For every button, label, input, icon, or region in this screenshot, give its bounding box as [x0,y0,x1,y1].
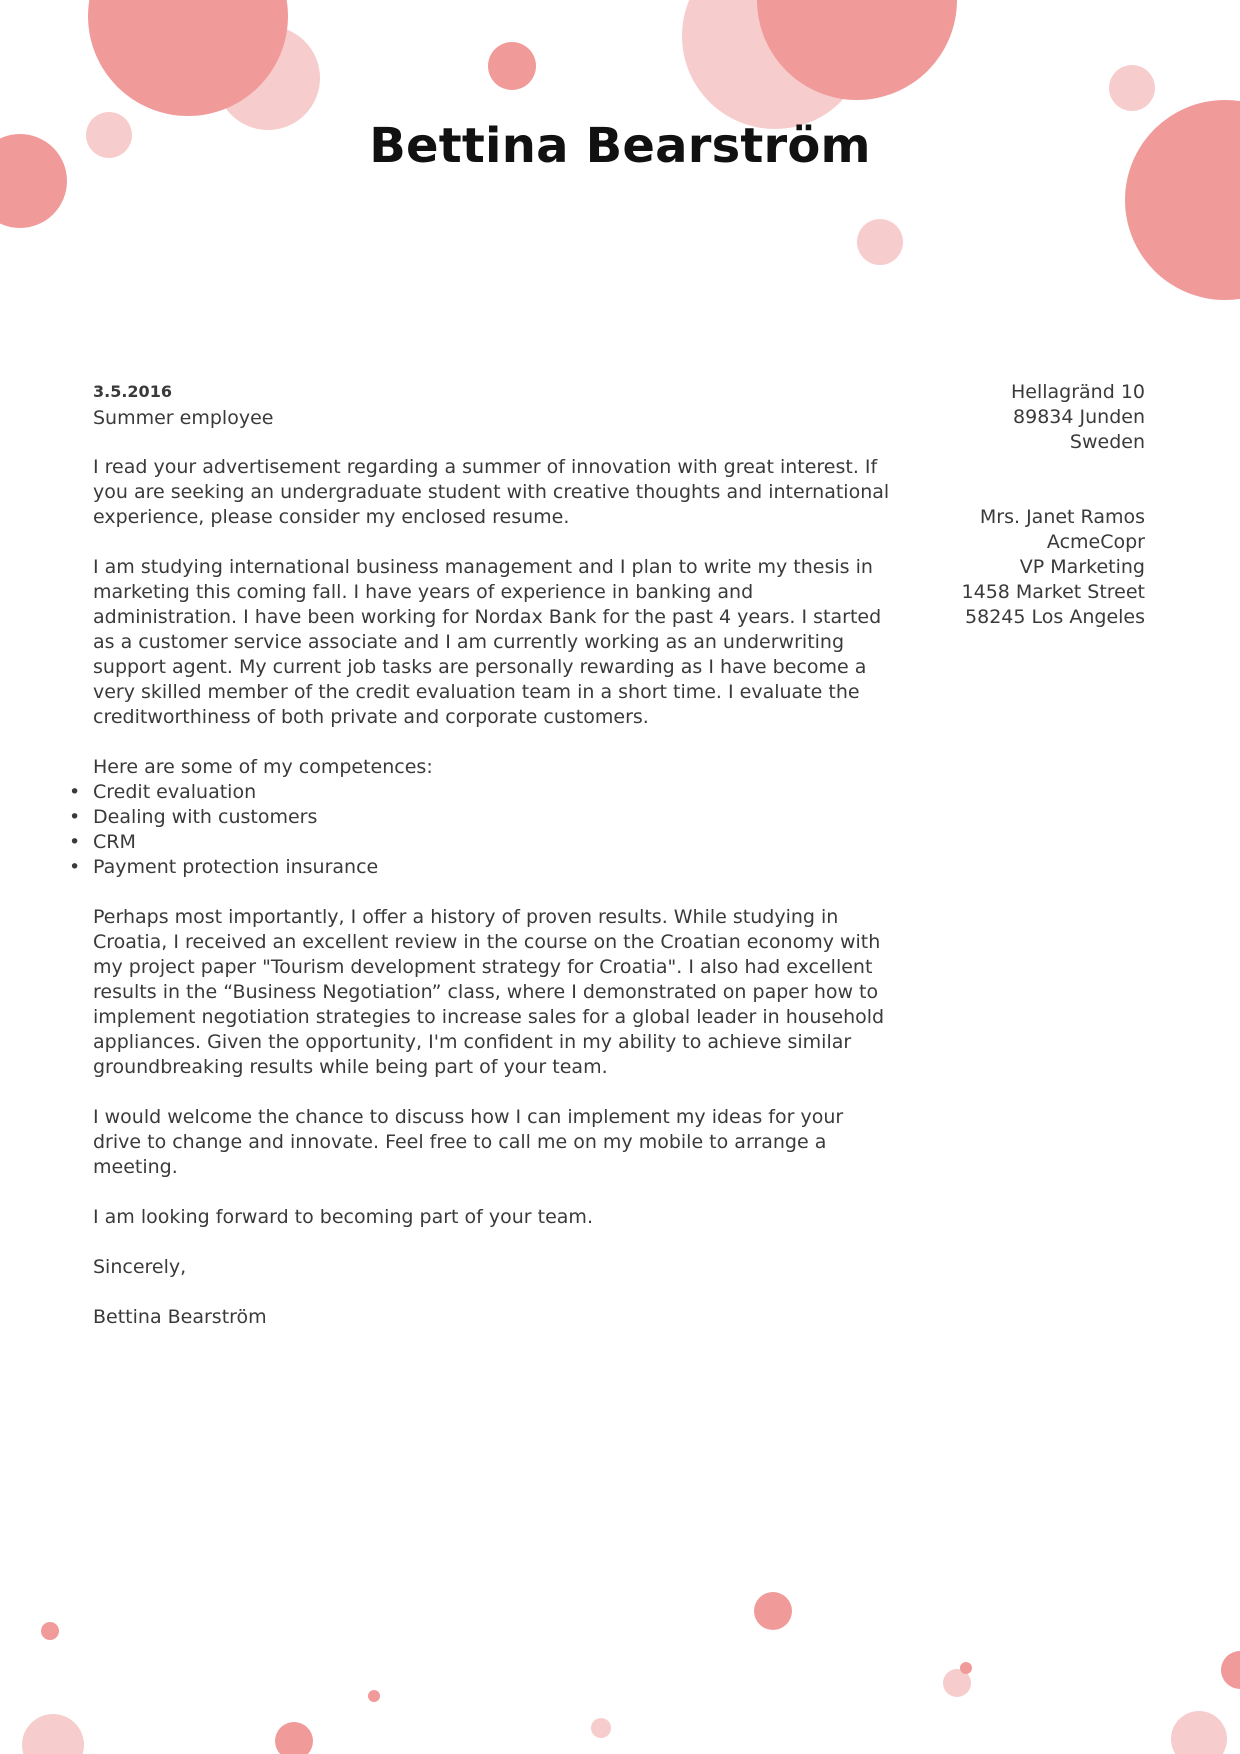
results-paragraph: Perhaps most importantly, I offer a history of proven results. While studying in Croatia, I received an excellent review in the course on the Croatian economy with my project paper "Tourism development strategy for Croatia". I also had excellent results in the “Business Negotiation” class, where I demonstrated on paper how to implement negotiation strategies to increase sales for a global leader in household appliances. Given the opportunity, I'm confident in my ability to achieve similar groundbreaking results while being part of your team. [93,906,885,1078]
decor-circle [857,219,903,265]
decor-circle [1171,1711,1227,1754]
list-item [69,855,893,880]
competence-label: Credit evaluation [93,781,257,803]
meeting-paragraph: I would welcome the chance to discuss how I can implement my ideas for your drive to change and innovate. Feel free to call me on my mobile to arrange a meeting. [93,1106,844,1178]
decor-circle [1221,1651,1240,1689]
signature-name: Bettina Bearström [93,1306,267,1328]
recipient-name: Mrs. Janet Ramos [979,506,1145,528]
letter-subject: Summer employee [93,407,274,429]
competence-label: CRM [93,831,136,853]
recipient-street: 1458 Market Street [961,581,1145,603]
bullet-icon: • [69,781,81,803]
list-item [69,805,893,830]
decor-circle [368,1690,380,1702]
competences-intro: Here are some of my competences: [93,756,433,778]
bullet-icon: • [69,806,81,828]
decor-circle [41,1622,59,1640]
decor-circle [591,1718,611,1738]
bullet-icon: • [69,856,81,878]
sender-street: Hellagränd 10 [1010,381,1145,403]
decor-circle [275,1722,313,1754]
sender-address [1011,380,1145,455]
bullet-icon: • [69,831,81,853]
competences-list [69,780,893,880]
intro-paragraph: I read your advertisement regarding a summer of innovation with great interest. If you are seeking an undergraduate student with creative thoughts and international experience, please consider my enclosed resume. [93,456,890,528]
sender-city: 89834 Junden [1013,406,1145,428]
decor-circle [1109,65,1155,111]
list-item [69,780,893,805]
recipient-city: 58245 Los Angeles [965,606,1145,628]
decor-circle [488,42,536,90]
letter-date: 3.5.2016 [93,382,172,401]
competence-label: Dealing with customers [93,806,318,828]
sign-off: Sincerely, [93,1256,187,1278]
recipient-title: VP Marketing [1019,556,1145,578]
closing-paragraph: I am looking forward to becoming part of your team. [93,1206,593,1228]
sender-country: Sweden [1069,431,1145,453]
applicant-name: Bettina Bearström [369,118,871,174]
decor-circle [22,1714,84,1754]
decor-circle [960,1662,972,1674]
competence-label: Payment protection insurance [93,856,379,878]
decor-circle [754,1592,792,1630]
list-item [69,830,893,855]
experience-paragraph: I am studying international business management and I plan to write my thesis in marketing this coming fall. I have years of experience in banking and administration. I have been working for Nordax Bank for the past 4 years. I started as a customer service associate and I am currently working as an underwriting support agent. My current job tasks are personally rewarding as I have become a very skilled member of the credit evaluation team in a short time. I evaluate the creditworthiness of both private and corporate customers. [93,556,882,728]
recipient-address [962,505,1145,630]
recipient-company: AcmeCopr [1046,531,1145,553]
letter-body [69,455,893,1355]
